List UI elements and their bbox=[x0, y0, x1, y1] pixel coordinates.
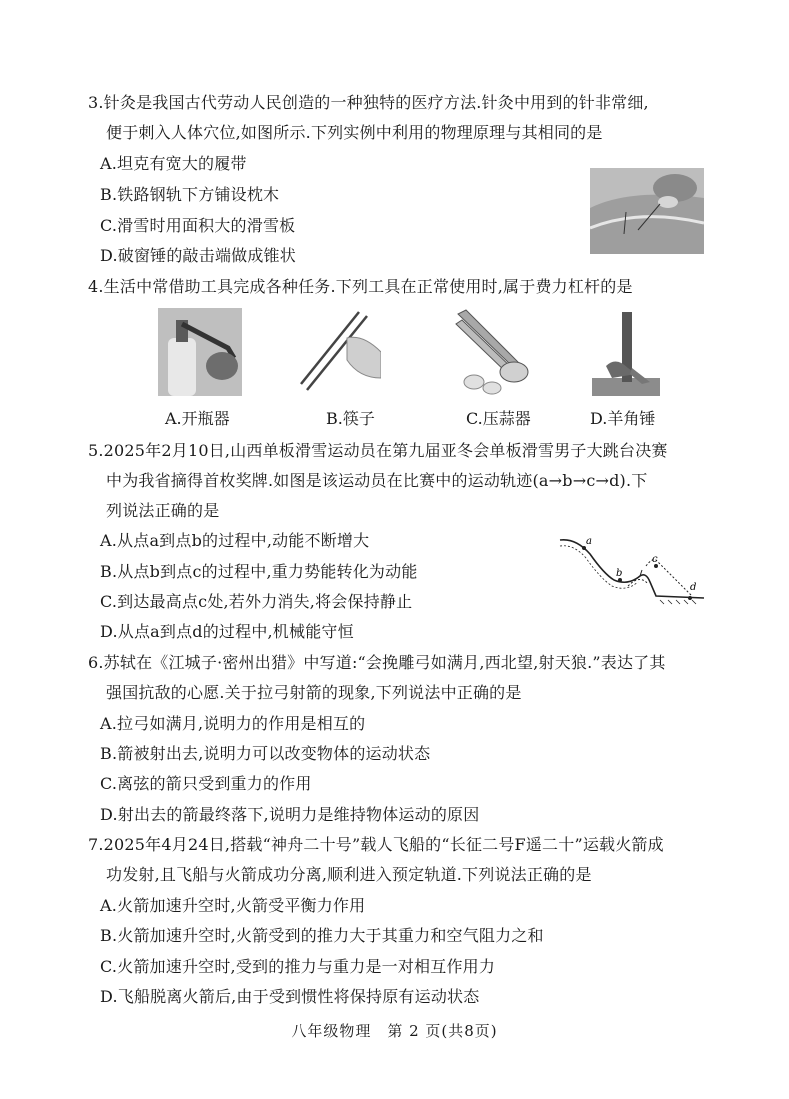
q5-option-a: A.从点a到点b的过程中,动能不断增大 bbox=[100, 531, 370, 550]
q5-stem-line2: 中为我省摘得首枚奖牌.如图是该运动员在比赛中的运动轨迹(a→b→c→d).下 bbox=[106, 471, 648, 490]
q5-option-c: C.到达最高点c处,若外力消失,将会保持静止 bbox=[100, 592, 413, 611]
q6-stem-line1: 6.苏轼在《江城子·密州出猎》中写道:“会挽雕弓如满月,西北望,射天狼.”表达了其 bbox=[88, 653, 666, 672]
q5-stem-line3: 列说法正确的是 bbox=[106, 501, 220, 520]
q6-option-a: A.拉弓如满月,说明力的作用是相互的 bbox=[100, 714, 366, 733]
q3-option-c: C.滑雪时用面积大的滑雪板 bbox=[100, 216, 296, 235]
point-a-label: a bbox=[586, 536, 592, 547]
q6-option-c: C.离弦的箭只受到重力的作用 bbox=[100, 774, 312, 793]
q7-option-a: A.火箭加速升空时,火箭受平衡力作用 bbox=[100, 896, 366, 915]
q3-stem-line1: 3.针灸是我国古代劳动人民创造的一种独特的医疗方法.针灸中用到的针非常细, bbox=[88, 93, 649, 112]
point-c-label: c bbox=[652, 554, 658, 565]
q7-stem-line2: 功发射,且飞船与火箭成功分离,顺利进入预定轨道.下列说法正确的是 bbox=[106, 865, 592, 884]
q3-stem-line2: 便于刺入人体穴位,如图所示.下列实例中利用的物理原理与其相同的是 bbox=[106, 123, 603, 142]
bottle-opener-photo bbox=[158, 308, 242, 396]
q5-option-b: B.从点b到点c的过程中,重力势能转化为动能 bbox=[100, 562, 418, 581]
point-d-marker bbox=[688, 596, 692, 600]
q3-option-a: A.坦克有宽大的履带 bbox=[100, 154, 247, 173]
point-d-label: d bbox=[690, 582, 697, 593]
caption-b: B.筷子 bbox=[326, 409, 375, 428]
q3-option-b: B.铁路钢轨下方铺设枕木 bbox=[100, 185, 280, 204]
point-b-label: b bbox=[616, 568, 623, 579]
q7-option-b: B.火箭加速升空时,火箭受到的推力大于其重力和空气阻力之和 bbox=[100, 926, 544, 945]
caption-a: A.开瓶器 bbox=[165, 409, 230, 428]
q5-stem-line1: 5.2025年2月10日,山西单板滑雪运动员在第九届亚冬会单板滑雪男子大跳台决赛 bbox=[88, 441, 668, 460]
page-footer: 八年级物理 第 2 页(共8页) bbox=[291, 1022, 498, 1040]
q6-option-d: D.射出去的箭最终落下,说明力是维持物体运动的原因 bbox=[100, 805, 480, 824]
q7-option-d: D.飞船脱离火箭后,由于受到惯性将保持原有运动状态 bbox=[100, 987, 480, 1006]
q4-stem-line1: 4.生活中常借助工具完成各种任务.下列工具在正常使用时,属于费力杠杆的是 bbox=[88, 277, 633, 296]
caption-d: D.羊角锤 bbox=[590, 409, 656, 428]
q7-stem-line1: 7.2025年4月24日,搭载“神舟二十号”载人飞船的“长征二号F遥二十”运载火箭成 bbox=[88, 835, 664, 854]
q3-option-d: D.破窗锤的敲击端做成锥状 bbox=[100, 246, 296, 265]
q6-option-b: B.箭被射出去,说明力可以改变物体的运动状态 bbox=[100, 744, 431, 763]
garlic-press-photo bbox=[452, 308, 538, 396]
caption-c: C.压蒜器 bbox=[466, 409, 531, 428]
q6-stem-line2: 强国抗敌的心愿.关于拉弓射箭的现象,下列说法中正确的是 bbox=[106, 683, 522, 702]
trajectory-diagram bbox=[556, 530, 706, 610]
chopsticks-photo bbox=[297, 308, 381, 396]
q5-option-d: D.从点a到点d的过程中,机械能守恒 bbox=[100, 622, 354, 641]
acupuncture-photo bbox=[590, 168, 704, 254]
q7-option-c: C.火箭加速升空时,受到的推力与重力是一对相互作用力 bbox=[100, 957, 496, 976]
claw-hammer-photo bbox=[592, 308, 660, 396]
